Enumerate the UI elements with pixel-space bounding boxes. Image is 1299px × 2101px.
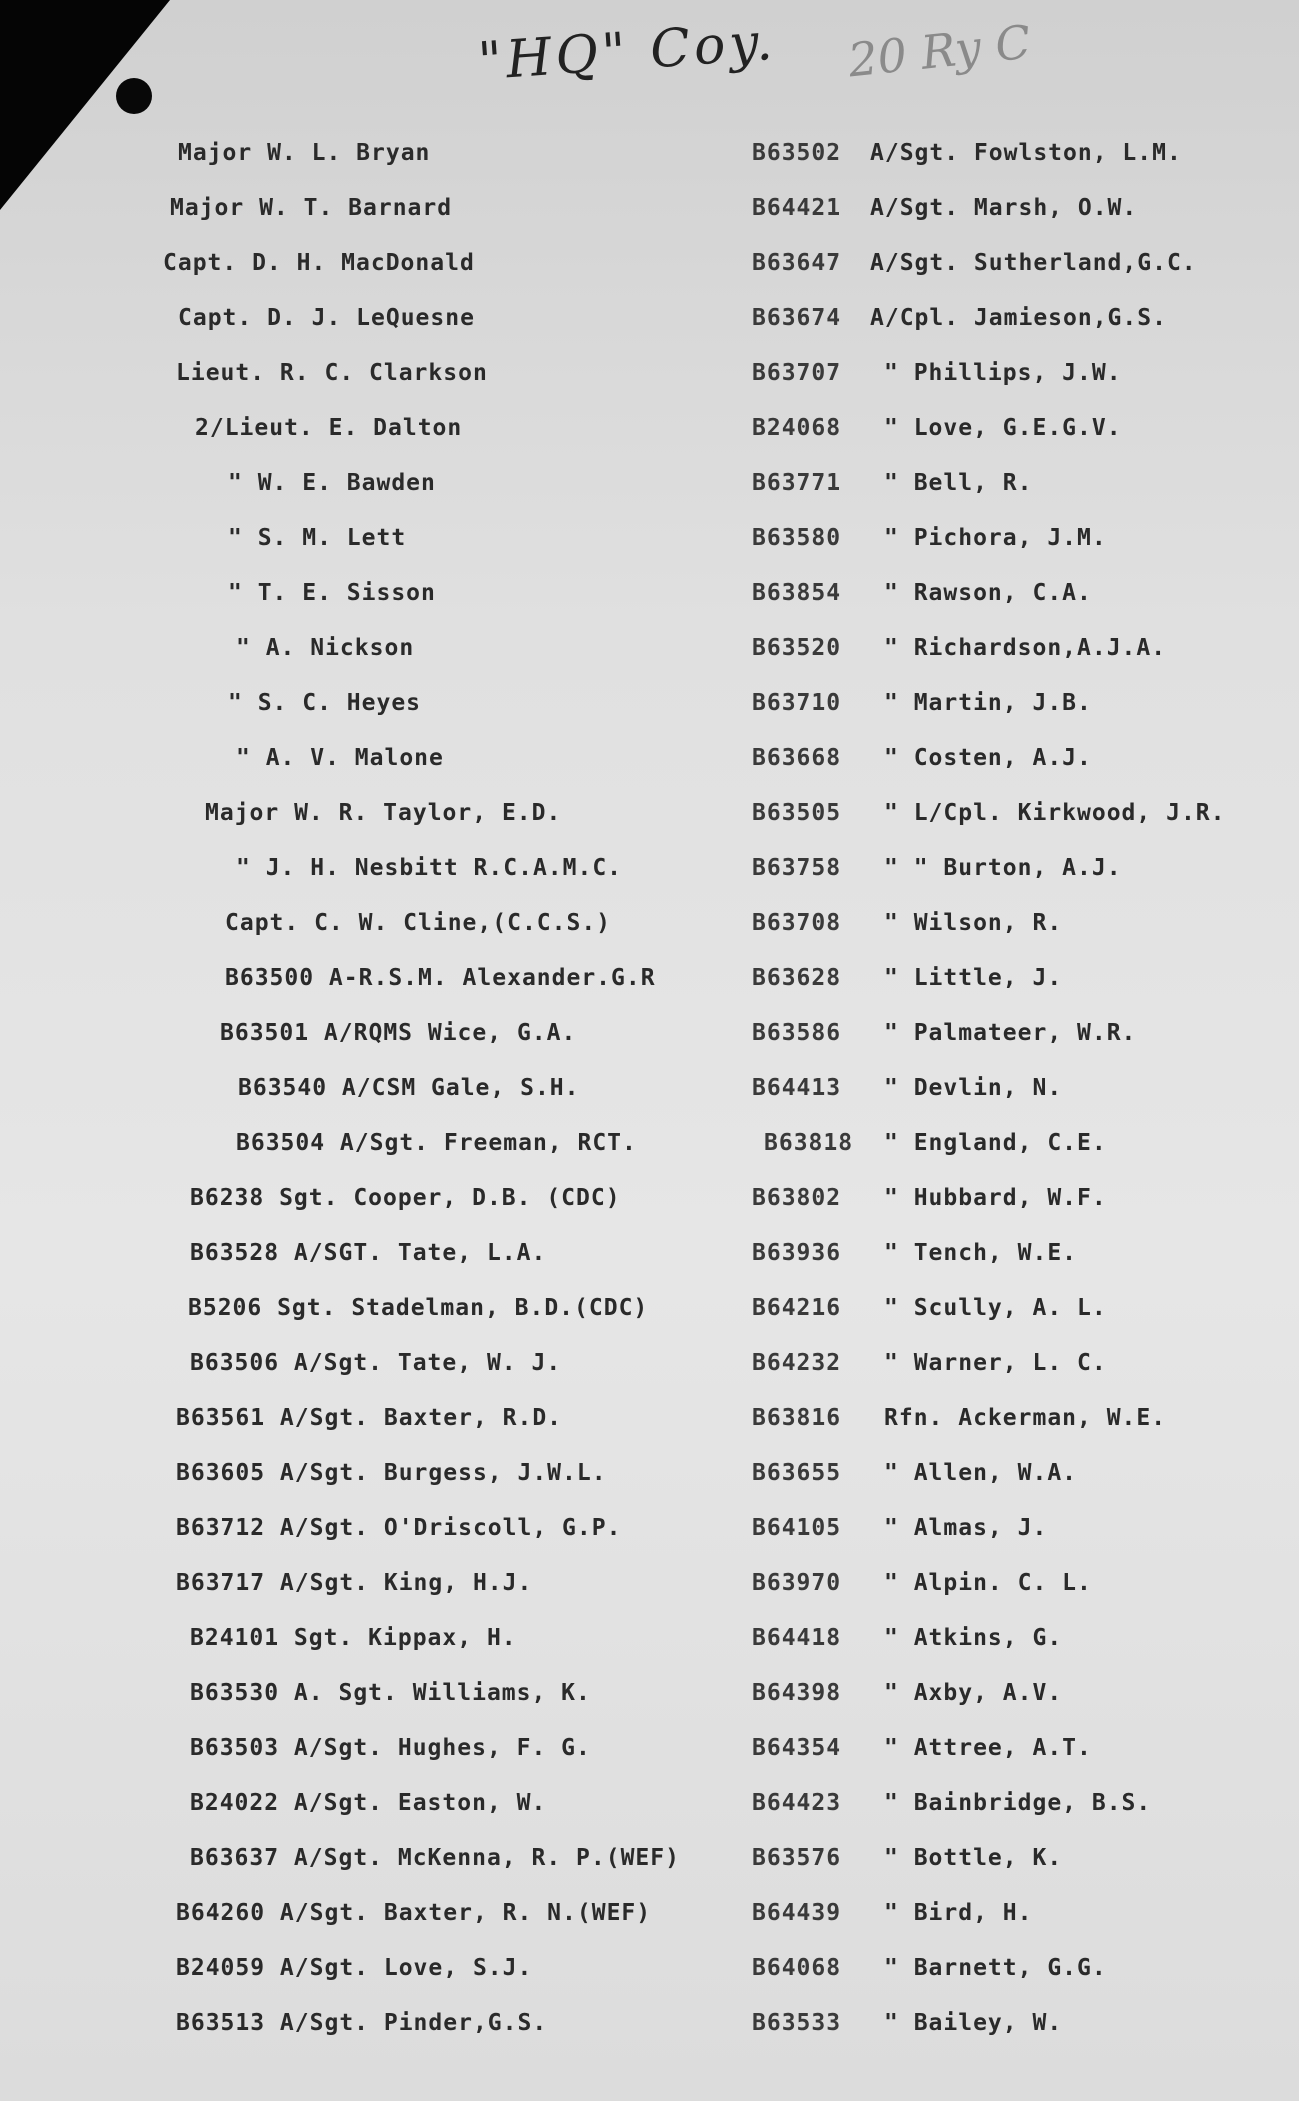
roster-entry-left: B63501 A/RQMS Wice, G.A. (220, 1020, 577, 1046)
service-number: B63802 (752, 1185, 842, 1211)
rank-and-name: " England, C.E. (884, 1130, 1107, 1156)
roster-entry-left: B63637 A/Sgt. McKenna, R. P.(WEF) (190, 1845, 680, 1871)
service-number: B63502 (752, 140, 842, 166)
service-number: B64418 (752, 1625, 842, 1651)
rank-and-name: " Allen, W.A. (884, 1460, 1078, 1486)
service-number: B63674 (752, 305, 842, 331)
rank-and-name: A/Sgt. Sutherland,G.C. (870, 250, 1197, 276)
service-number: B63580 (752, 525, 842, 551)
service-number: B63586 (752, 1020, 842, 1046)
rank-and-name: " Attree, A.T. (884, 1735, 1092, 1761)
rank-and-name: " L/Cpl. Kirkwood, J.R. (884, 800, 1226, 826)
service-number: B64105 (752, 1515, 842, 1541)
roster-entry-left: B63530 A. Sgt. Williams, K. (190, 1680, 591, 1706)
rank-and-name: " Devlin, N. (884, 1075, 1063, 1101)
service-number: B64423 (752, 1790, 842, 1816)
rank-and-name: " Atkins, G. (884, 1625, 1063, 1651)
roster-entry-left: " S. M. Lett (228, 525, 407, 551)
rank-and-name: " Tench, W.E. (884, 1240, 1078, 1266)
roster-entry-left: " S. C. Heyes (228, 690, 422, 716)
roster-entry-left: B63561 A/Sgt. Baxter, R.D. (176, 1405, 563, 1431)
rank-and-name: Rfn. Ackerman, W.E. (884, 1405, 1167, 1431)
roster-entry-left: " T. E. Sisson (228, 580, 436, 606)
service-number: B64439 (752, 1900, 842, 1926)
service-number: B63533 (752, 2010, 842, 2036)
rank-and-name: " Little, J. (884, 965, 1063, 991)
roster-entry-left: 2/Lieut. E. Dalton (195, 415, 463, 441)
service-number: B64413 (752, 1075, 842, 1101)
rank-and-name: " Costen, A.J. (884, 745, 1092, 771)
service-number: B63576 (752, 1845, 842, 1871)
roster-entry-left: B5206 Sgt. Stadelman, B.D.(CDC) (188, 1295, 649, 1321)
service-number: B63655 (752, 1460, 842, 1486)
rank-and-name: " " Burton, A.J. (884, 855, 1122, 881)
roster-entry-left: B64260 A/Sgt. Baxter, R. N.(WEF) (176, 1900, 652, 1926)
roster-entry-left: B24022 A/Sgt. Easton, W. (190, 1790, 547, 1816)
roster-entry-left: Major W. T. Barnard (170, 195, 453, 221)
rank-and-name: " Martin, J.B. (884, 690, 1092, 716)
service-number: B64398 (752, 1680, 842, 1706)
service-number: B63710 (752, 690, 842, 716)
service-number: B63707 (752, 360, 842, 386)
rank-and-name: " Bainbridge, B.S. (884, 1790, 1152, 1816)
rank-and-name: " Barnett, G.G. (884, 1955, 1107, 1981)
rank-and-name: " Pichora, J.M. (884, 525, 1107, 551)
rank-and-name: " Axby, A.V. (884, 1680, 1063, 1706)
service-number: B63816 (752, 1405, 842, 1431)
roster-entry-left: Capt. D. H. MacDonald (163, 250, 475, 276)
rank-and-name: A/Sgt. Fowlston, L.M. (870, 140, 1182, 166)
service-number: B63647 (752, 250, 842, 276)
roster-entry-left: B63717 A/Sgt. King, H.J. (176, 1570, 533, 1596)
roster-entry-left: Major W. R. Taylor, E.D. (205, 800, 562, 826)
roster-entry-left: Major W. L. Bryan (178, 140, 431, 166)
handwritten-title: "HQ" Coy. (476, 11, 779, 93)
rank-and-name: " Scully, A. L. (884, 1295, 1107, 1321)
service-number: B64216 (752, 1295, 842, 1321)
rank-and-name: " Palmateer, W.R. (884, 1020, 1137, 1046)
roster-entry-left: B63540 A/CSM Gale, S.H. (238, 1075, 580, 1101)
roster-entry-left: Capt. C. W. Cline,(C.C.S.) (225, 910, 612, 936)
rank-and-name: " Richardson,A.J.A. (884, 635, 1167, 661)
handwritten-note: 20 Ry C (845, 14, 1034, 88)
rank-and-name: " Bailey, W. (884, 2010, 1063, 2036)
roster-entry-left: " A. V. Malone (236, 745, 444, 771)
roster-entry-left: B63500 A-R.S.M. Alexander.G.R (225, 965, 656, 991)
rank-and-name: " Almas, J. (884, 1515, 1048, 1541)
service-number: B24068 (752, 415, 842, 441)
roster-entry-left: " J. H. Nesbitt R.C.A.M.C. (236, 855, 623, 881)
rank-and-name: " Bell, R. (884, 470, 1033, 496)
service-number: B63628 (752, 965, 842, 991)
rank-and-name: " Alpin. C. L. (884, 1570, 1092, 1596)
service-number: B64421 (752, 195, 842, 221)
punch-hole (116, 78, 152, 114)
rank-and-name: " Rawson, C.A. (884, 580, 1092, 606)
roster-entry-left: B6238 Sgt. Cooper, D.B. (CDC) (190, 1185, 621, 1211)
roster-entry-left: " W. E. Bawden (228, 470, 436, 496)
roster-entry-left: B63504 A/Sgt. Freeman, RCT. (236, 1130, 637, 1156)
service-number: B63970 (752, 1570, 842, 1596)
rank-and-name: " Warner, L. C. (884, 1350, 1107, 1376)
rank-and-name: " Love, G.E.G.V. (884, 415, 1122, 441)
roster-entry-left: B63503 A/Sgt. Hughes, F. G. (190, 1735, 591, 1761)
service-number: B63505 (752, 800, 842, 826)
roster-entry-left: " A. Nickson (236, 635, 415, 661)
roster-entry-left: B63605 A/Sgt. Burgess, J.W.L. (176, 1460, 607, 1486)
roster-entry-left: B63712 A/Sgt. O'Driscoll, G.P. (176, 1515, 622, 1541)
service-number: B63758 (752, 855, 842, 881)
service-number: B63708 (752, 910, 842, 936)
service-number: B63936 (752, 1240, 842, 1266)
rank-and-name: " Phillips, J.W. (884, 360, 1122, 386)
rank-and-name: " Hubbard, W.F. (884, 1185, 1107, 1211)
rank-and-name: " Wilson, R. (884, 910, 1063, 936)
roster-entry-left: B63506 A/Sgt. Tate, W. J. (190, 1350, 562, 1376)
service-number: B64232 (752, 1350, 842, 1376)
service-number: B63520 (752, 635, 842, 661)
rank-and-name: " Bird, H. (884, 1900, 1033, 1926)
roster-entry-left: Capt. D. J. LeQuesne (178, 305, 475, 331)
roster-entry-left: B63513 A/Sgt. Pinder,G.S. (176, 2010, 548, 2036)
roster-entry-left: B24101 Sgt. Kippax, H. (190, 1625, 517, 1651)
roster-entry-left: B63528 A/SGT. Tate, L.A. (190, 1240, 547, 1266)
service-number: B63854 (752, 580, 842, 606)
service-number: B64068 (752, 1955, 842, 1981)
service-number: B63771 (752, 470, 842, 496)
roster-entry-left: Lieut. R. C. Clarkson (176, 360, 488, 386)
rank-and-name: A/Cpl. Jamieson,G.S. (870, 305, 1167, 331)
rank-and-name: " Bottle, K. (884, 1845, 1063, 1871)
rank-and-name: A/Sgt. Marsh, O.W. (870, 195, 1138, 221)
service-number: B63668 (752, 745, 842, 771)
service-number: B64354 (752, 1735, 842, 1761)
service-number: B63818 (764, 1130, 854, 1156)
roster-entry-left: B24059 A/Sgt. Love, S.J. (176, 1955, 533, 1981)
